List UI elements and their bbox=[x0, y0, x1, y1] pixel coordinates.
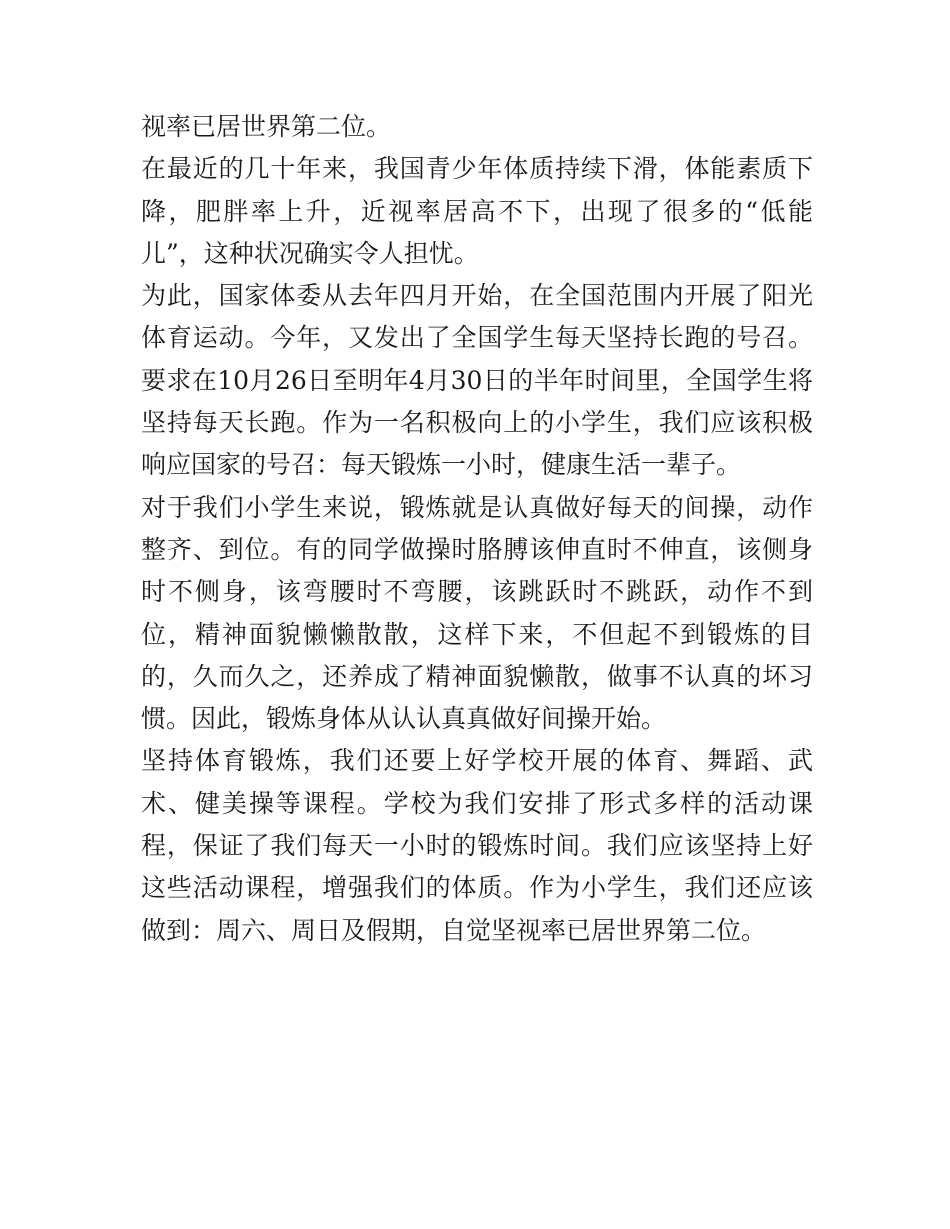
paragraph-4: 对于我们小学生来说，锻炼就是认真做好每天的间操，动作整齐、到位。有的同学做操时胳膊该伸直时不伸直，该侧身时不侧身，该弯腰时不弯腰，该跳跃时不跳跃，动作不到位，精神面貌懒懒散散，这样下来，不但起不到锻炼的目的，久而久之，还养成了精神面貌懒散，做事不认真的坏习惯。因此，锻炼身体从认认真真做好间操开始。 bbox=[141, 492, 813, 734]
paragraph-3: 为此，国家体委从去年四月开始，在全国范围内开展了阳光体育运动。今年，又发出了全国学生每天坚持长跑的号召。要求在10月26日至明年4月30日的半年时间里，全国学生将坚持每天长跑。作为一名积极向上的小学生，我们应该积极响应国家的号召：每天锻炼一小时，健康生活一辈子。 bbox=[141, 281, 813, 480]
paragraph-2: 在最近的几十年来，我国青少年体质持续下滑，体能素质下降，肥胖率上升，近视率居高不下，出现了很多的“低能儿”，这种状况确实令人担忧。 bbox=[141, 154, 813, 268]
paragraph-5: 坚持体育锻炼，我们还要上好学校开展的体育、舞蹈、武术、健美操等课程。学校为我们安排了形式多样的活动课程，保证了我们每天一小时的锻炼时间。我们应该坚持上好这些活动课程，增强我们的体质。作为小学生，我们还应该做到：周六、周日及假期，自觉坚视率已居世界第二位。 bbox=[141, 746, 813, 945]
paragraph-1: 视率已居世界第二位。 bbox=[141, 112, 392, 141]
document-body bbox=[141, 106, 813, 952]
